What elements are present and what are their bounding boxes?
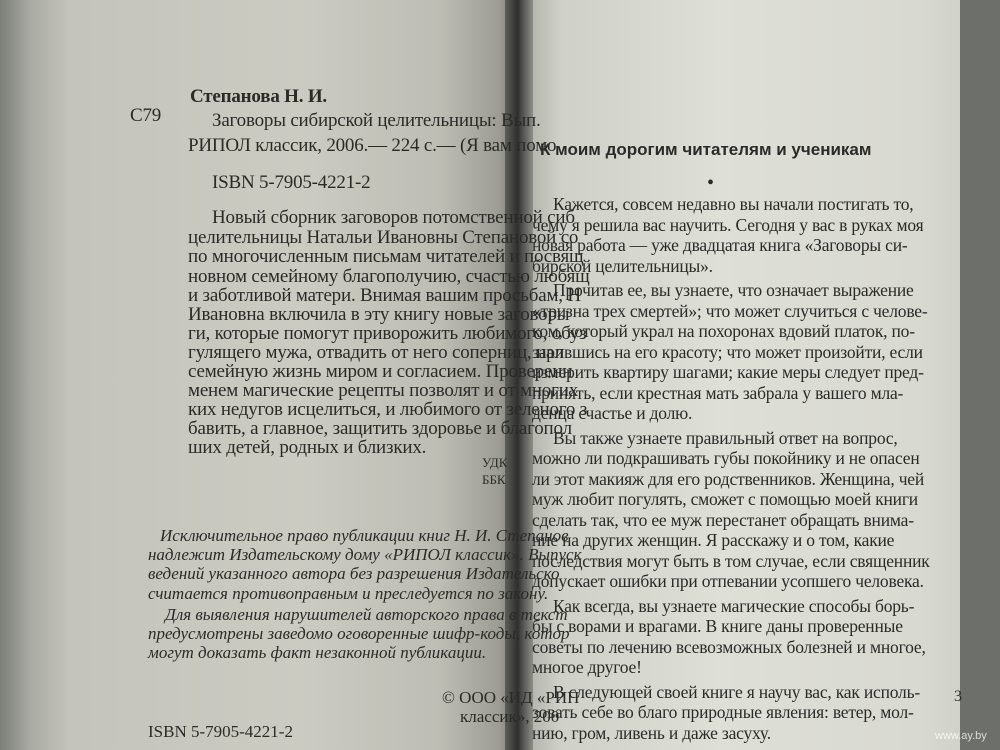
rights-line: предусмотрены заведомо оговоренные шифр-коды, котор xyxy=(148,624,570,643)
bbk-label: ББК xyxy=(482,472,506,487)
annotation-line: Ивановна включила в эту книгу новые заговоры xyxy=(188,304,570,325)
text-line: сделать так, что ее муж перестанет обращать внима- xyxy=(532,509,914,530)
isbn-top: ISBN 5-7905-4221-2 xyxy=(212,172,371,193)
rights-line: могут доказать факт незаконной публикации. xyxy=(148,643,487,662)
book-title-line: Заговоры сибирской целительницы: Вып. xyxy=(212,110,541,131)
annotation-line: семейную жизнь миром и согласием. Проверенн xyxy=(188,361,573,382)
isbn-bottom: ISBN 5-7905-4221-2 xyxy=(148,722,293,741)
copyright-line: © ООО «ИД «РИП xyxy=(442,688,580,707)
background-surface xyxy=(960,0,1000,750)
rights-line: Для выявления нарушителей авторского права в текст xyxy=(165,605,568,624)
text-line: ли этот макияж для его родственников. Женщина, чей xyxy=(532,468,925,489)
text-line: Вы также узнаете правильный ответ на вопрос, xyxy=(553,427,898,448)
text-line: В следующей своей книге я научу вас, как исполь- xyxy=(553,681,921,702)
rights-line: надлежит Издательскому дому «РИПОЛ классик». Выпуск xyxy=(148,545,582,564)
rights-line: ведений указанного автора без разрешения Издательско xyxy=(148,564,560,583)
text-line: допускает ошибки при отпевании усопшего человека. xyxy=(532,571,924,591)
rights-line: Исключительное право публикации книг Н. И. Степанов xyxy=(160,526,569,545)
annotation-line: новном семейному благополучию, счастью любящ xyxy=(188,266,590,287)
text-line: нию, гром, ливень и даже засуху. xyxy=(532,722,771,743)
text-line: денца счастье и долю. xyxy=(532,403,693,423)
udk-label: УДК xyxy=(482,455,508,470)
text-line: Кажется, совсем недавно вы начали постигать то, xyxy=(553,194,914,214)
annotation-line: по многочисленным письмам читателей и посвящ xyxy=(188,246,584,267)
copyright-line: классик», 200 xyxy=(460,707,560,726)
text-line: Прочитав ее, вы узнаете, что означает выражение xyxy=(553,280,914,300)
annotation-line: и заботливой матери. Внимая вашим просьбам, Н xyxy=(188,285,581,306)
text-line: Как всегда, вы узнаете магические способы борь- xyxy=(553,595,915,616)
annotation-line: бавить, а главное, защитить здоровье и благопол xyxy=(188,418,572,439)
text-line: муж любит погулять, сможет с помощью моей книги xyxy=(532,489,918,509)
text-line: принять, если крестная мать забрала у вашего мла- xyxy=(532,382,904,403)
text-line: измерить квартиру шагами; какие меры следует пред- xyxy=(532,362,924,382)
heading-bullet: • xyxy=(707,172,715,194)
text-line: бирской целительницы». xyxy=(532,255,713,276)
annotation-line: Новый сборник заговоров потомственной сиб xyxy=(212,207,575,228)
page-number: 3 xyxy=(954,688,962,705)
annotation-line: целительницы Натальи Ивановны Степановой со xyxy=(188,227,579,248)
text-line: многое другое! xyxy=(532,657,642,677)
publisher-line: РИПОЛ классик, 2006.— 224 с.— (Я вам помо xyxy=(188,135,557,156)
text-line: ние на других женщин. Я расскажу и о том, какие xyxy=(532,530,895,550)
chapter-heading: К моим дорогим читателям и ученикам xyxy=(540,140,872,159)
rights-line: считается противоправным и преследуется по закону. xyxy=(148,584,549,603)
text-line: ком, который украл на похоронах вдовий платок, по- xyxy=(532,321,915,341)
text-line: зарившись на его красоту; что может произойти, если xyxy=(532,341,923,362)
text-line: бы с ворами и врагами. В книге даны проверенные xyxy=(532,616,903,636)
text-line: можно ли подкрашивать губы покойнику и не опасен xyxy=(532,448,920,468)
text-line: чему я решила вас научить. Сегодня у вас в руках моя xyxy=(532,214,924,235)
catalog-code: С79 xyxy=(130,105,162,126)
text-line: последствия могут быть в том случае, если священник xyxy=(532,550,930,571)
annotation-line: ших детей, родных и близких. xyxy=(188,437,427,458)
text-line: советы по лечению всевозможных болезней и многое, xyxy=(532,636,926,657)
author-name: Степанова Н. И. xyxy=(190,86,327,107)
watermark: www.ay.by xyxy=(935,730,987,742)
annotation-line: ких недугов исцелиться, и любимого от зеленого з xyxy=(188,399,588,420)
text-line: новая работа — уже двадцатая книга «Заговоры си- xyxy=(532,235,908,255)
text-line: «тризна трех смертей»; что может случиться с челове- xyxy=(532,300,928,321)
text-line: зовать себе во благо природные явления: ветер, мол- xyxy=(532,702,914,722)
annotation-line: менем магические рецепты позволят и от многих xyxy=(188,380,579,401)
annotation-line: гулящего мужа, отвадить от него соперниц, нал xyxy=(188,342,564,363)
annotation-line: ги, которые помогут приворожить любимого, обуз xyxy=(188,323,587,344)
